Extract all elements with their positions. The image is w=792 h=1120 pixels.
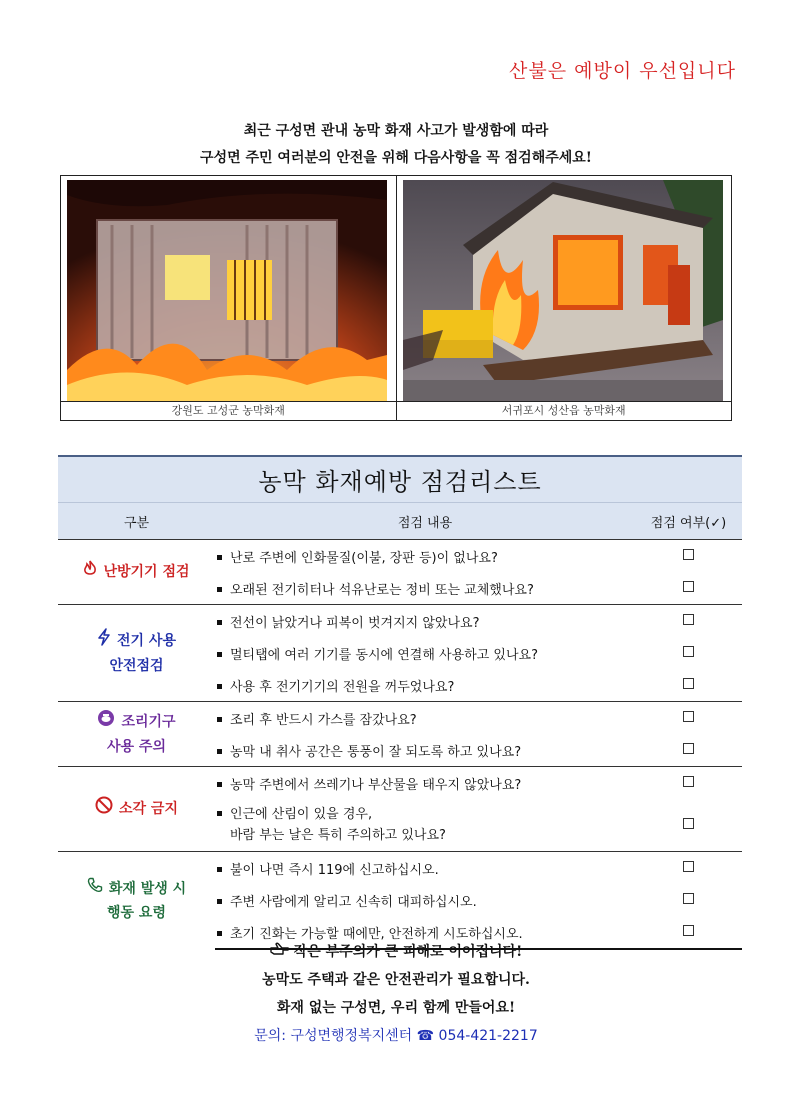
fire-prevention-checklist <box>58 455 742 950</box>
category-label-line2: 사용 주의 <box>107 739 166 755</box>
cooking-icon <box>97 709 115 735</box>
photo-cell-seongsan <box>396 176 732 420</box>
category-label: 화재 발생 시 <box>108 880 187 897</box>
check-box[interactable] <box>635 702 742 735</box>
category-label: 난방기기 점검 <box>103 564 190 580</box>
checklist-item <box>215 884 635 916</box>
category-label-line1 <box>59 877 214 901</box>
category-label-line2: 행동 요령 <box>107 904 166 921</box>
category-label-line1 <box>59 709 214 735</box>
container-fire-image <box>67 180 387 402</box>
photo-caption-goseong: 강원도 고성군 농막화재 <box>61 401 396 420</box>
photo-seongsan-fire <box>403 180 726 402</box>
item-text: 주변 사람에게 알리고 신속히 대피하십시오. <box>230 894 477 910</box>
contact-phone[interactable]: 054-421-2217 <box>438 1028 538 1044</box>
prohibited-icon <box>95 796 113 822</box>
checklist-item <box>215 572 635 605</box>
checklist-item <box>215 767 635 800</box>
check-box[interactable] <box>635 540 742 573</box>
check-box[interactable] <box>635 637 742 669</box>
category-electricity <box>58 605 215 702</box>
checklist-item <box>215 669 635 702</box>
intro-text <box>0 118 792 172</box>
category-label: 전기 사용 <box>117 633 176 649</box>
item-text: 불이 나면 즉시 119에 신고하십시오. <box>230 862 439 878</box>
category-label-line1 <box>59 628 214 654</box>
item-text: 오래된 전기히터나 석유난로는 정비 또는 교체했나요? <box>230 582 534 598</box>
photo-caption-seongsan: 서귀포시 성산읍 농막화재 <box>397 401 732 420</box>
checklist-row <box>58 605 742 638</box>
header-content: 점검 내용 <box>215 503 635 540</box>
checklist-item <box>215 702 635 735</box>
checklist-item <box>215 637 635 669</box>
check-box[interactable] <box>635 572 742 605</box>
farmhut-fire-image <box>403 180 723 402</box>
checklist-row <box>58 702 742 735</box>
category-label-line2: 안전점검 <box>109 658 164 674</box>
photo-cell-goseong <box>61 176 396 420</box>
checklist-row <box>58 852 742 885</box>
checklist-item <box>215 540 635 573</box>
contact-info <box>0 1022 792 1050</box>
checklist-item <box>215 734 635 767</box>
item-text: 사용 후 전기기기의 전원을 꺼두었나요? <box>230 679 455 695</box>
item-text: 인근에 산림이 있을 경우, <box>230 807 373 822</box>
check-box[interactable] <box>635 767 742 800</box>
lightning-icon <box>97 628 111 654</box>
category-heating <box>58 540 215 605</box>
checklist-item <box>215 799 635 852</box>
telephone-icon: ☎ <box>416 1028 435 1044</box>
item-text: 난로 주변에 인화물질(이불, 장판 등)이 없나요? <box>230 550 498 566</box>
footer-line-1-text: 작은 부주의가 큰 피해로 이어집니다! <box>293 944 523 960</box>
header-category: 구분 <box>58 503 215 540</box>
category-label: 소각 금지 <box>119 801 178 817</box>
item-text: 초기 진화는 가능할 때에만, 안전하게 시도하십시오. <box>230 926 523 942</box>
item-text: 농막 주변에서 쓰레기나 부산물을 태우지 않았나요? <box>230 777 522 793</box>
phone-icon <box>87 877 103 901</box>
photo-goseong-fire <box>67 180 390 402</box>
category-no-burning <box>58 767 215 852</box>
pointing-hand-icon <box>270 938 290 966</box>
check-box[interactable] <box>635 669 742 702</box>
footer-message <box>0 938 792 1050</box>
item-text: 농막 내 취사 공간은 통풍이 잘 되도록 하고 있나요? <box>230 744 522 760</box>
checklist-row <box>58 540 742 573</box>
intro-line-2: 구성면 주민 여러분의 안전을 위해 다음사항을 꼭 점검해주세요! <box>200 150 592 166</box>
check-box[interactable] <box>635 799 742 852</box>
footer-line-2: 농막도 주택과 같은 안전관리가 필요합니다. <box>262 972 530 988</box>
check-box[interactable] <box>635 884 742 916</box>
intro-line-1: 최근 구성면 관내 농막 화재 사고가 발생함에 따라 <box>243 123 549 139</box>
footer-line-3: 화재 없는 구성면, 우리 함께 만들어요! <box>276 1000 516 1016</box>
checklist-row <box>58 767 742 800</box>
contact-label: 문의: 구성면행정복지센터 <box>254 1028 413 1044</box>
checklist-item <box>215 605 635 638</box>
checklist-title: 농막 화재예방 점검리스트 <box>58 456 742 503</box>
photo-table <box>60 175 732 421</box>
category-cooking <box>58 702 215 767</box>
check-box[interactable] <box>635 852 742 885</box>
slogan: 산불은 예방이 우선입니다 <box>509 60 736 82</box>
footer-line-1 <box>0 938 792 966</box>
item-text: 조리 후 반드시 가스를 잠갔나요? <box>230 712 417 728</box>
item-text-continued: 바람 부는 날은 특히 주의하고 있나요? <box>230 828 446 843</box>
fire-icon <box>83 560 97 584</box>
category-label: 조리기구 <box>121 714 176 730</box>
check-box[interactable] <box>635 734 742 767</box>
header-check: 점검 여부(✓) <box>635 503 742 540</box>
item-text: 멀티탭에 여러 기기를 동시에 연결해 사용하고 있나요? <box>230 647 538 663</box>
item-text: 전선이 낡았거나 피복이 벗겨지지 않았나요? <box>230 615 480 631</box>
checklist-item <box>215 852 635 885</box>
category-fire-response <box>58 852 215 950</box>
check-box[interactable] <box>635 605 742 638</box>
